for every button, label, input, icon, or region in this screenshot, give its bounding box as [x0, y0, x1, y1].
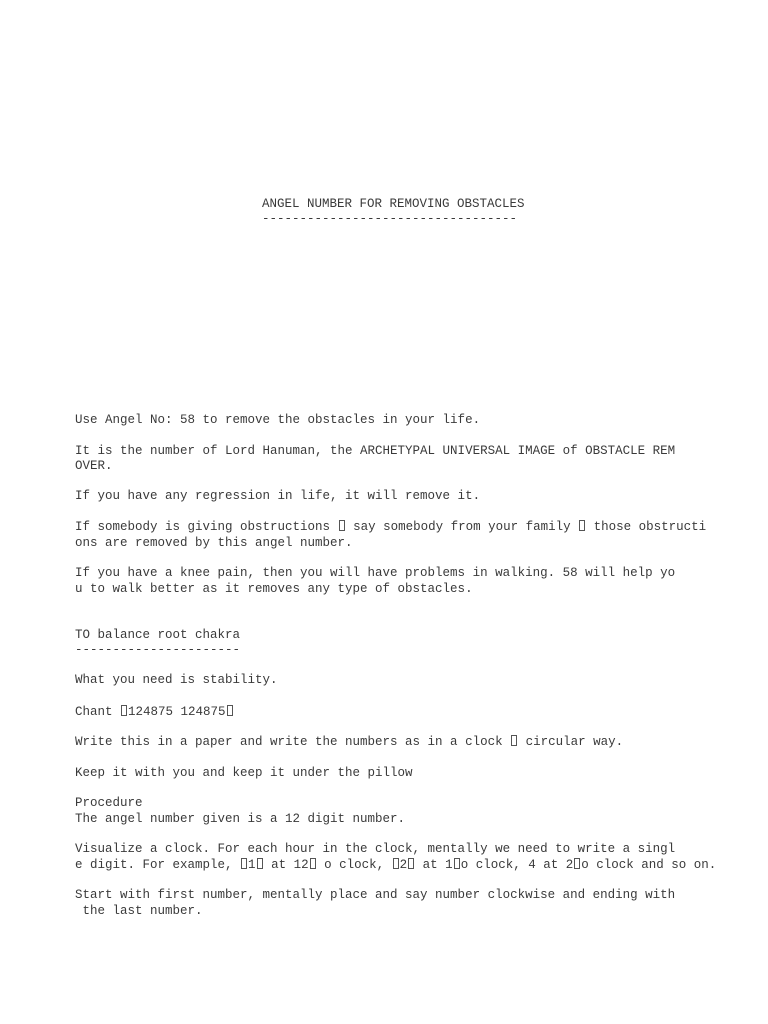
text-segment: circular way.: [525, 735, 624, 749]
text-segment: Chant: [75, 705, 113, 719]
missing-glyph-box: [227, 705, 233, 716]
paragraph-stability: What you need is stability.: [75, 673, 278, 687]
text-segment: at 12: [271, 858, 309, 872]
paragraph-procedure: The angel number given is a 12 digit number.: [75, 812, 406, 826]
document-title: ANGEL NUMBER FOR REMOVING OBSTACLES: [262, 197, 525, 211]
paragraph-hanuman-line2: OVER.: [75, 459, 113, 473]
paragraph-hanuman-line1: It is the number of Lord Hanuman, the ARCHETYPAL UNIVERSAL IMAGE of OBSTACLE REM: [75, 444, 676, 458]
text-segment: o clock and so on.: [581, 858, 717, 872]
missing-glyph-box: [579, 520, 585, 531]
paragraph-visualize-line2: [75, 858, 716, 874]
text-segment: e digit. For example,: [75, 858, 233, 872]
paragraph-obstructions-line2: ons are removed by this angel number.: [75, 536, 353, 550]
paragraph-visualize-line1: Visualize a clock. For each hour in the clock, mentally we need to write a singl: [75, 842, 676, 856]
text-segment: If somebody is giving obstructions: [75, 520, 331, 534]
paragraph-knee-line1: If you have a knee pain, then you will have problems in walking. 58 will help yo: [75, 566, 676, 580]
missing-glyph-box: [574, 858, 580, 869]
paragraph-obstructions-line1: [75, 520, 706, 536]
chant-number: 124875 124875: [128, 705, 226, 719]
paragraph-write-paper: [75, 735, 623, 751]
missing-glyph-box: [310, 858, 316, 869]
missing-glyph-box: [241, 858, 247, 869]
paragraph-angel-number: Use Angel No: 58 to remove the obstacles in your life.: [75, 413, 481, 427]
missing-glyph-box: [511, 735, 517, 746]
missing-glyph-box: [257, 858, 263, 869]
procedure-heading: Procedure: [75, 796, 143, 810]
paragraph-regression: If you have any regression in life, it will remove it.: [75, 489, 481, 503]
paragraph-pillow: Keep it with you and keep it under the pillow: [75, 766, 413, 780]
missing-glyph-box: [339, 520, 345, 531]
missing-glyph-box: [121, 705, 127, 716]
missing-glyph-box: [454, 858, 460, 869]
text-segment: say somebody from your family: [353, 520, 571, 534]
paragraph-knee-line2: u to walk better as it removes any type of obstacles.: [75, 582, 473, 596]
paragraph-start-line2: the last number.: [75, 904, 203, 918]
paragraph-start-line1: Start with first number, mentally place and say number clockwise and ending with: [75, 888, 676, 902]
text-segment: Write this in a paper and write the numbers as in a clock: [75, 735, 503, 749]
text-segment: at 1: [422, 858, 453, 872]
text-segment: 2: [399, 858, 408, 872]
text-segment: 1: [248, 858, 256, 872]
text-segment: o clock,: [324, 858, 385, 872]
section-underline: ----------------------: [75, 643, 241, 657]
section-heading: TO balance root chakra: [75, 628, 241, 642]
text-segment: those obstructi: [593, 520, 707, 534]
missing-glyph-box: [408, 858, 414, 869]
paragraph-chant: [75, 705, 234, 721]
text-segment: o clock, 4 at 2: [460, 858, 574, 872]
title-underline: ----------------------------------: [262, 212, 518, 226]
missing-glyph-box: [393, 858, 399, 869]
